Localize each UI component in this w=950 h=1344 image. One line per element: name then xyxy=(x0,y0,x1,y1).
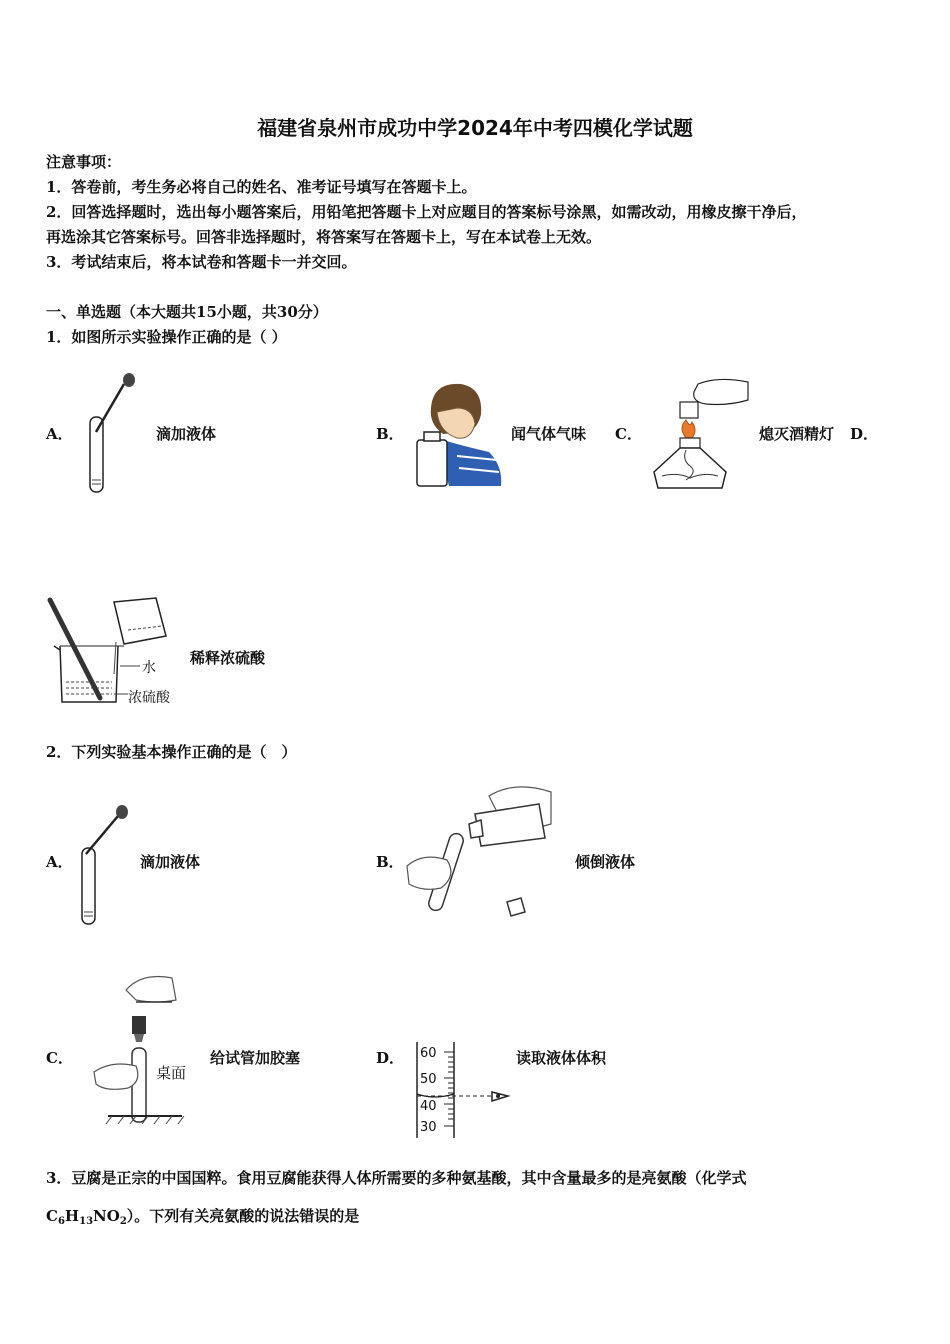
smelling-gas-figure xyxy=(413,378,505,490)
q2-option-d-letter[interactable]: D． xyxy=(376,1049,405,1067)
question-3-stem-line1: 3．豆腐是正宗的中国国粹。食用豆腐能获得人体所需要的多种氨基酸，其中含量最多的是亮氨酸（化学式 xyxy=(46,1169,747,1187)
dropper-tube-figure-2 xyxy=(74,804,134,930)
tick-60: 60 xyxy=(420,1046,437,1061)
q1-option-a-caption: 滴加液体 xyxy=(156,425,217,443)
formula-h: H xyxy=(64,1207,80,1225)
q2-option-c-letter[interactable]: C． xyxy=(46,1049,73,1067)
q2-option-a-caption: 滴加液体 xyxy=(140,853,201,871)
graduated-cylinder-figure xyxy=(414,1040,514,1140)
stopper-insertion-figure xyxy=(92,970,202,1130)
label-desk: 桌面 xyxy=(156,1064,187,1082)
q1-option-c-letter[interactable]: C． xyxy=(615,425,642,443)
question-3-stem-rest: 。下列有关亮氨酸的说法错误的是 xyxy=(134,1207,360,1225)
q1-option-d-letter[interactable]: D． xyxy=(850,425,879,443)
formula-c: C xyxy=(46,1207,58,1225)
q2-option-b-caption: 倾倒液体 xyxy=(575,853,636,871)
question-1-stem: 1．如图所示实验操作正确的是（ ） xyxy=(46,328,287,346)
notice-item-1: 1．答卷前，考生务必将自己的姓名、准考证号填写在答题卡上。 xyxy=(46,178,477,196)
label-water: 水 xyxy=(142,660,156,676)
q2-option-b-letter[interactable]: B． xyxy=(376,853,404,871)
q1-option-a-letter[interactable]: A． xyxy=(46,425,73,443)
page-title: 福建省泉州市成功中学2024年中考四模化学试题 xyxy=(257,116,693,140)
tick-30: 30 xyxy=(420,1120,437,1135)
q1-option-b-caption: 闻气体气味 xyxy=(511,425,587,443)
section-heading: 一、单选题（本大题共15小题，共30分） xyxy=(46,303,328,321)
dropper-tube-figure xyxy=(80,372,140,497)
tick-40: 40 xyxy=(420,1099,437,1114)
label-acid: 浓硫酸 xyxy=(128,690,170,706)
formula-c-sub: 6 xyxy=(57,1216,65,1227)
tick-50: 50 xyxy=(420,1072,437,1087)
alcohol-lamp-figure xyxy=(648,376,752,492)
q2-option-d-caption: 读取液体体积 xyxy=(516,1049,607,1067)
formula-h-sub: 13 xyxy=(79,1216,94,1227)
notice-item-2b: 再选涂其它答案标号。回答非选择题时，将答案写在答题卡上，写在本试卷上无效。 xyxy=(46,228,602,246)
formula-rest: NO xyxy=(93,1207,120,1225)
formula-o-sub: 2 xyxy=(119,1216,127,1227)
notice-item-3: 3．考试结束后，将本试卷和答题卡一并交回。 xyxy=(46,253,357,271)
q1-option-c-caption: 熄灭酒精灯 xyxy=(759,425,835,443)
formula-close: ） xyxy=(126,1207,135,1225)
question-2-stem: 2．下列实验基本操作正确的是（ ） xyxy=(46,743,297,761)
notice-heading: 注意事项： xyxy=(46,153,122,171)
q1-option-d-caption: 稀释浓硫酸 xyxy=(190,649,266,667)
pouring-liquid-figure xyxy=(405,780,555,918)
diluting-acid-figure xyxy=(44,594,184,710)
q2-option-a-letter[interactable]: A． xyxy=(46,853,73,871)
q1-option-b-letter[interactable]: B． xyxy=(376,425,404,443)
notice-item-2a: 2．回答选择题时，选出每小题答案后，用铅笔把答题卡上对应题目的答案标号涂黑，如需改动，用橡皮擦干净后， xyxy=(46,203,807,221)
question-3-stem-line2 xyxy=(46,1206,359,1232)
q2-option-c-caption: 给试管加胶塞 xyxy=(210,1049,301,1067)
